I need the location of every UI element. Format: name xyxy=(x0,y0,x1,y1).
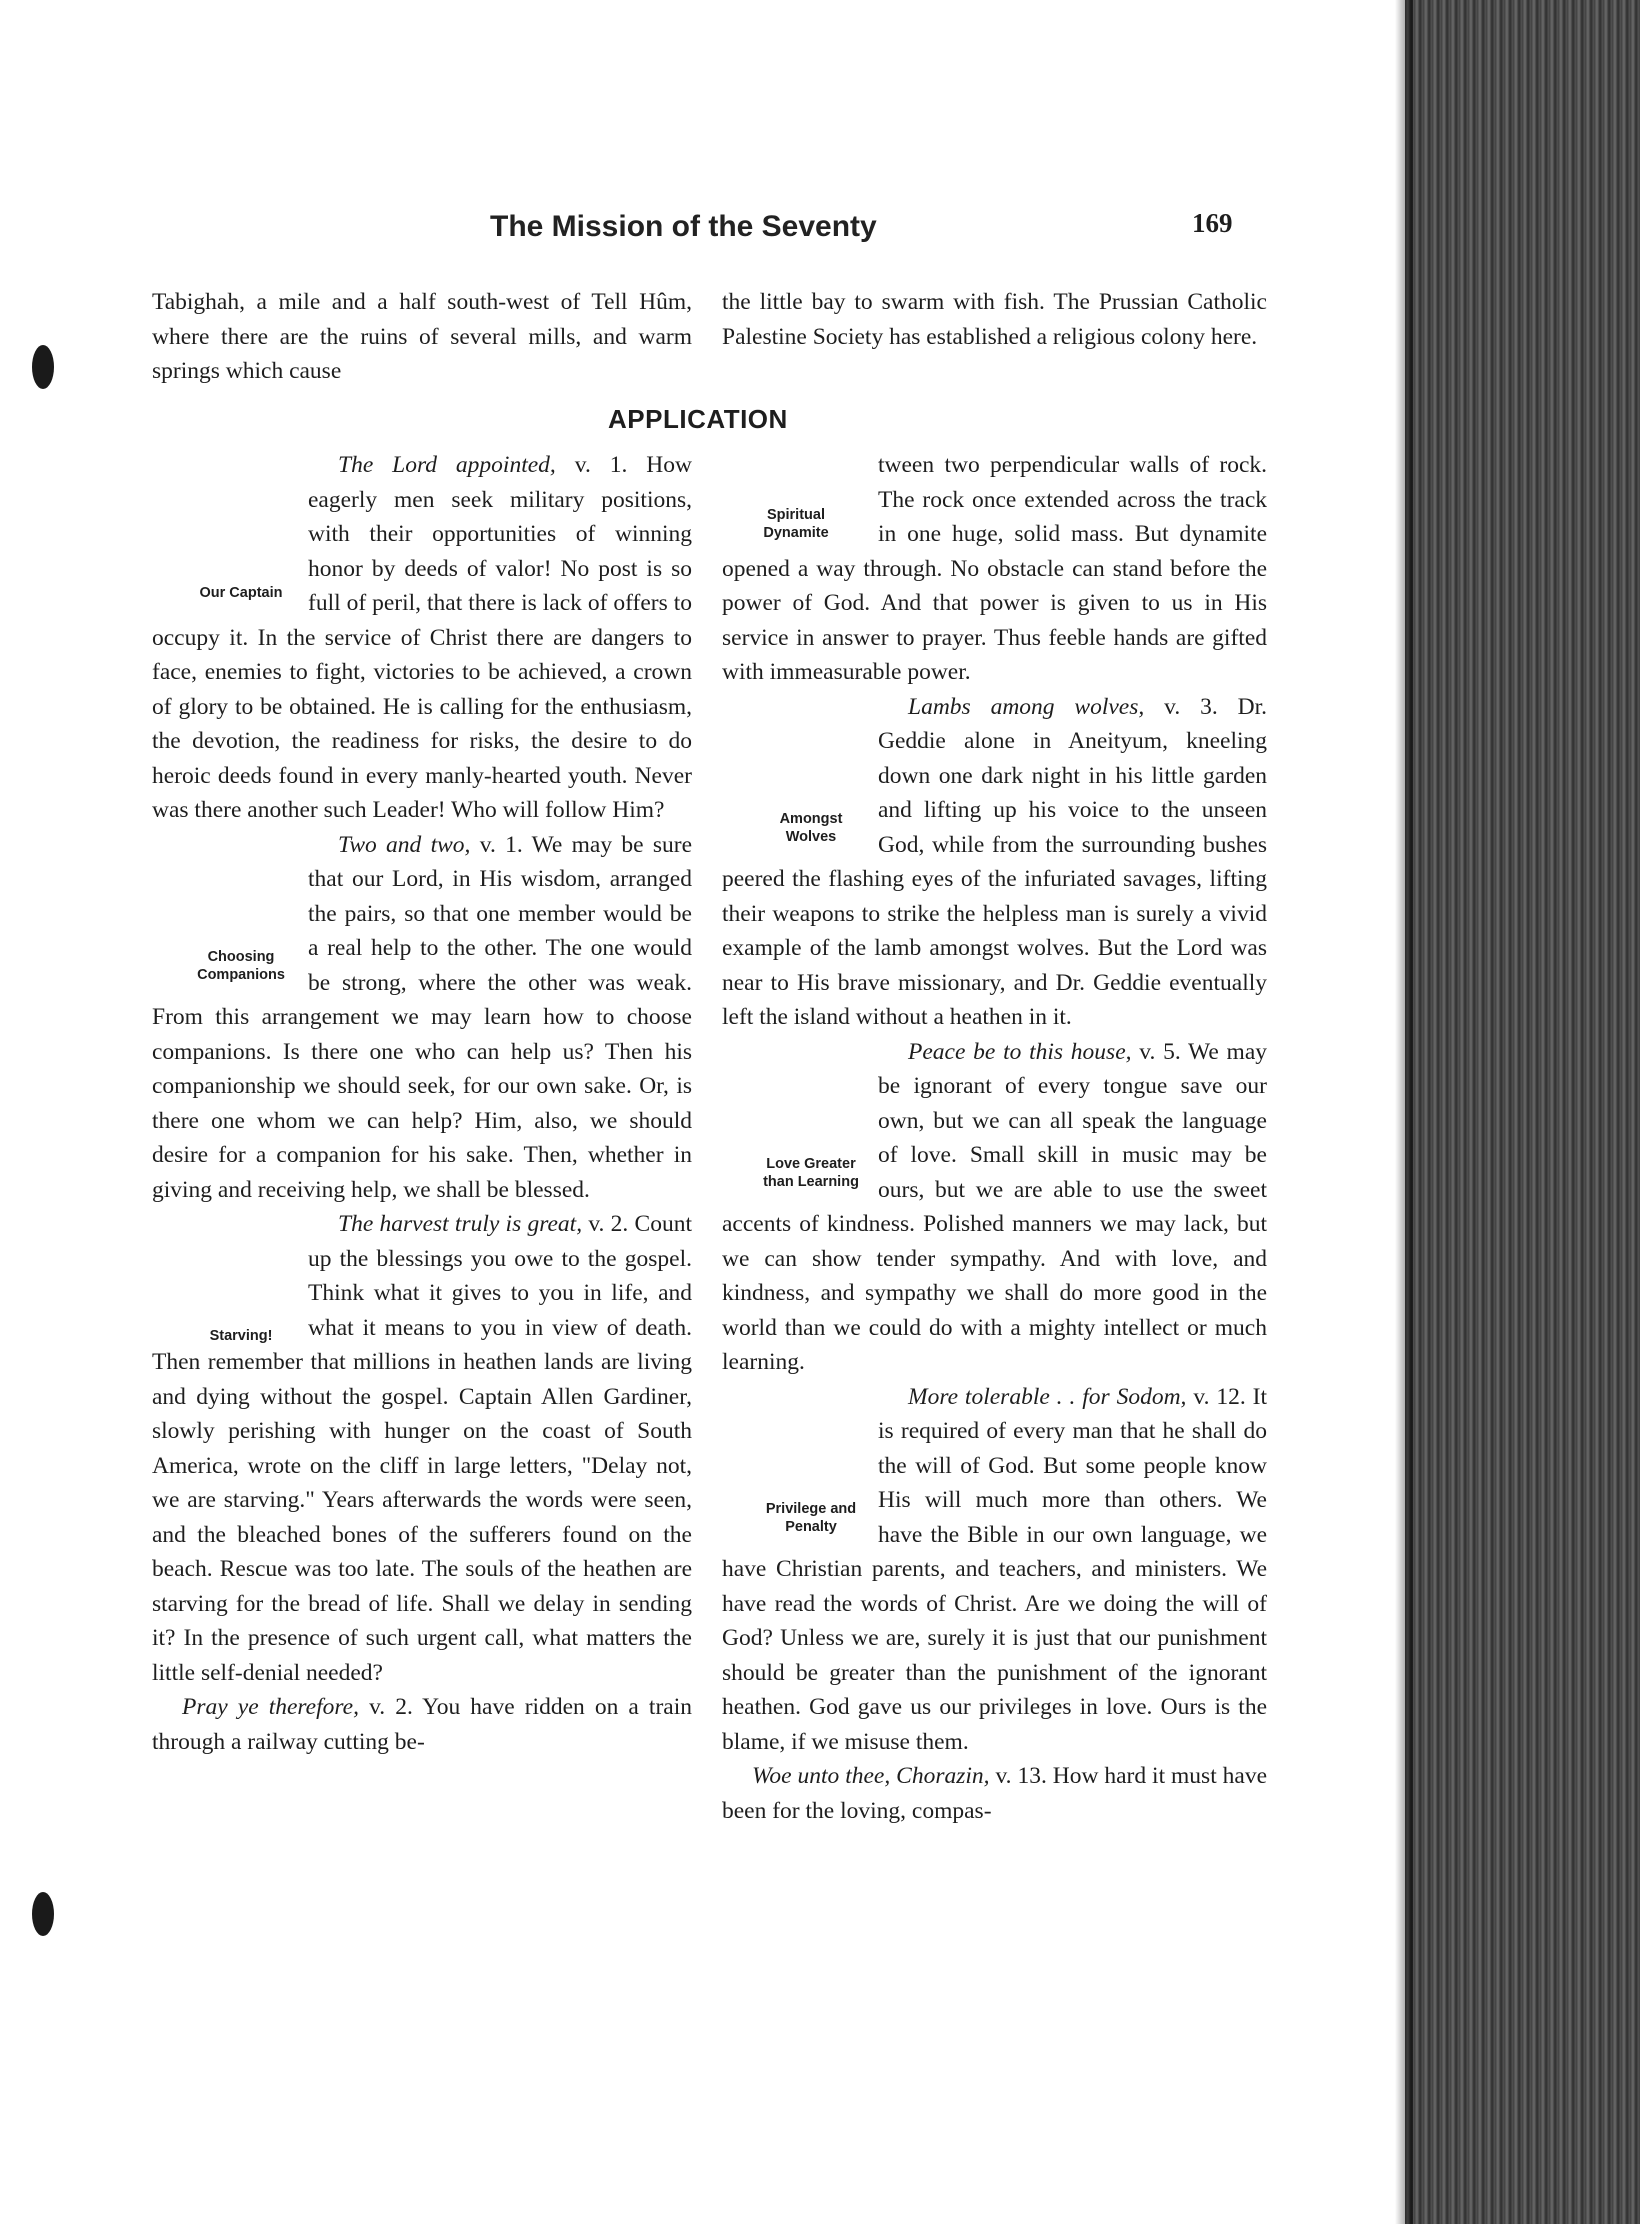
lead-phrase: Two and two, xyxy=(338,831,471,858)
paragraph-text: v. 5. We may be ignorant of every tongue save our own, but we can all speak the language of love. Small skill in music may be ours, but we are able to use the sweet accents of kindness. Polished manners we may lack, but we can show tender sympathy. And with love, and kindness, and sympathy we shall do more good in the world than we could do with a mighty intellect or much learning. xyxy=(722,1038,1267,1375)
right-column xyxy=(722,448,1267,1828)
running-head-title: The Mission of the Seventy xyxy=(490,210,877,243)
paragraph-text: v. 1. We may be sure that our Lord, in His wisdom, arranged the pairs, so that one member would be a real help to the other. The one would be strong, where the other was weak. From this arrangement we may learn how to choose companions. Is there one who can help us? Then his companionship we should seek, for our own sake. Or, is there one whom we can help? Him, also, we should desire for a companion for his sake. Then, whether in giving and receiving help, we shall be blessed. xyxy=(152,831,692,1203)
paragraph-harvest xyxy=(152,1207,692,1690)
paragraph-text: v. 12. It is required of every man that he shall do the will of God. But some people know His will much more than others. We have the Bible in our own language, we have Christian parents, and teachers, and ministers. We have read the words of Christ. Are we doing the will of God? Unless we are, surely it is just that our punishment should be greater than the punishment of the ignorant heathen. God gave us our privileges in love. Ours is the blame, if we misuse them. xyxy=(722,1383,1267,1755)
paragraph-text: v. 1. How eagerly men seek military positions, with their opportunities of winning honor by deeds of valor! No post is so full of peril, that there is lack of offers to occupy it. In the service of Christ there are dangers to face, enemies to fight, victories to be achieved, a crown of glory to be obtained. He is calling for the enthusiasm, the devotion, the readiness for risks, the desire to do heroic deeds found in every manly-hearted youth. Never was there another such Leader! Who will follow Him? xyxy=(152,452,692,823)
paragraph-tolerable xyxy=(722,1380,1267,1760)
side-note-love-greater: Love Greater than Learning xyxy=(763,1155,859,1190)
section-heading: APPLICATION xyxy=(608,404,788,434)
side-note-amongst-wolves: Amongst Wolves xyxy=(779,810,843,845)
lead-phrase: The Lord appointed, xyxy=(338,452,556,478)
paragraph-pray xyxy=(152,1690,692,1759)
paragraph-text: v. 13. How hard it must have been for the loving, compas- xyxy=(722,1763,1268,1824)
lead-phrase: The harvest truly is great, xyxy=(338,1211,583,1237)
left-column xyxy=(152,448,692,1759)
side-note-privilege-penalty: Privilege and Penalty xyxy=(765,1500,857,1535)
intro-left-paragraph: Tabighah, a mile and a half south-west of Tell Hûm, where there are the ruins of several mills, and warm springs which cause xyxy=(152,289,692,384)
paragraph-peace xyxy=(722,1035,1267,1380)
side-note-starving: Starving! xyxy=(209,1328,273,1344)
book-page-edges xyxy=(1405,0,1640,2224)
lead-phrase: Pray ye therefore, xyxy=(182,1694,359,1720)
side-note-spiritual-dynamite: Spiritual Dynamite xyxy=(763,507,829,541)
lead-phrase: Peace be to this house, xyxy=(908,1038,1132,1065)
paragraph-text: v. 2. You have ridden on a train through a railway cutting be- xyxy=(152,1694,692,1755)
side-note-choosing-companions: Choosing Companions xyxy=(197,948,285,983)
paragraph-text: v. 3. Dr. Geddie alone in Aneityum, kneeling down one dark night in his little garden and lifting up his voice to the unseen God, while from the surrounding bushes peered the flashing eyes of the infuriated savages, lifting their weapons to strike the helpless man is surely a vivid example of the lamb amongst wolves. But the Lord was near to His brave missionary, and Dr. Geddie eventually left the island without a heathen in it. xyxy=(722,693,1267,1030)
intro-right-text xyxy=(722,285,1267,354)
punch-hole-top xyxy=(32,345,54,389)
intro-right-paragraph: the little bay to swarm with fish. The Prussian Catholic Palestine Society has established a religious colony here. xyxy=(722,289,1267,350)
paragraph-woe xyxy=(722,1759,1267,1828)
page-number: 169 xyxy=(1192,208,1233,238)
paragraph-lord-appointed xyxy=(152,448,692,828)
binding-shadow xyxy=(1395,0,1413,2224)
punch-hole-bottom xyxy=(32,1892,54,1936)
paragraph-lambs xyxy=(722,690,1267,1035)
intro-left-text xyxy=(152,285,692,389)
lead-phrase: Lambs among wolves, xyxy=(908,693,1145,720)
paragraph-text: tween two perpendicular walls of rock. The rock once extended across the track in one huge, solid mass. But dynamite opened a way through. No obstacle can stand before the power of God. And that power is given to us in His service in answer to prayer. Thus feeble hands are gifted with immeasurable power. xyxy=(722,452,1267,685)
paragraph-dynamite xyxy=(722,448,1267,690)
paragraph-two-and-two xyxy=(152,828,692,1208)
side-note-our-captain: Our Captain xyxy=(199,585,283,601)
paragraph-text: v. 2. Count up the blessings you owe to the gospel. Think what it gives to you in life, and what it means to you in view of death. Then remember that millions in heathen lands are living and dying without the gospel. Captain Allen Gardiner, slowly perishing with hunger on the coast of South America, wrote on the cliff in large letters, "Delay not, we are starving." Years afterwards the words were seen, and the bleached bones of the sufferers found on the beach. Rescue was too late. The souls of the heathen are starving for the bread of life. Shall we delay in sending it? In the presence of such urgent call, what matters the little self-denial needed? xyxy=(152,1211,692,1686)
lead-phrase: More tolerable . . for Sodom, xyxy=(908,1383,1187,1410)
lead-phrase: Woe unto thee, Chorazin, xyxy=(752,1763,990,1789)
